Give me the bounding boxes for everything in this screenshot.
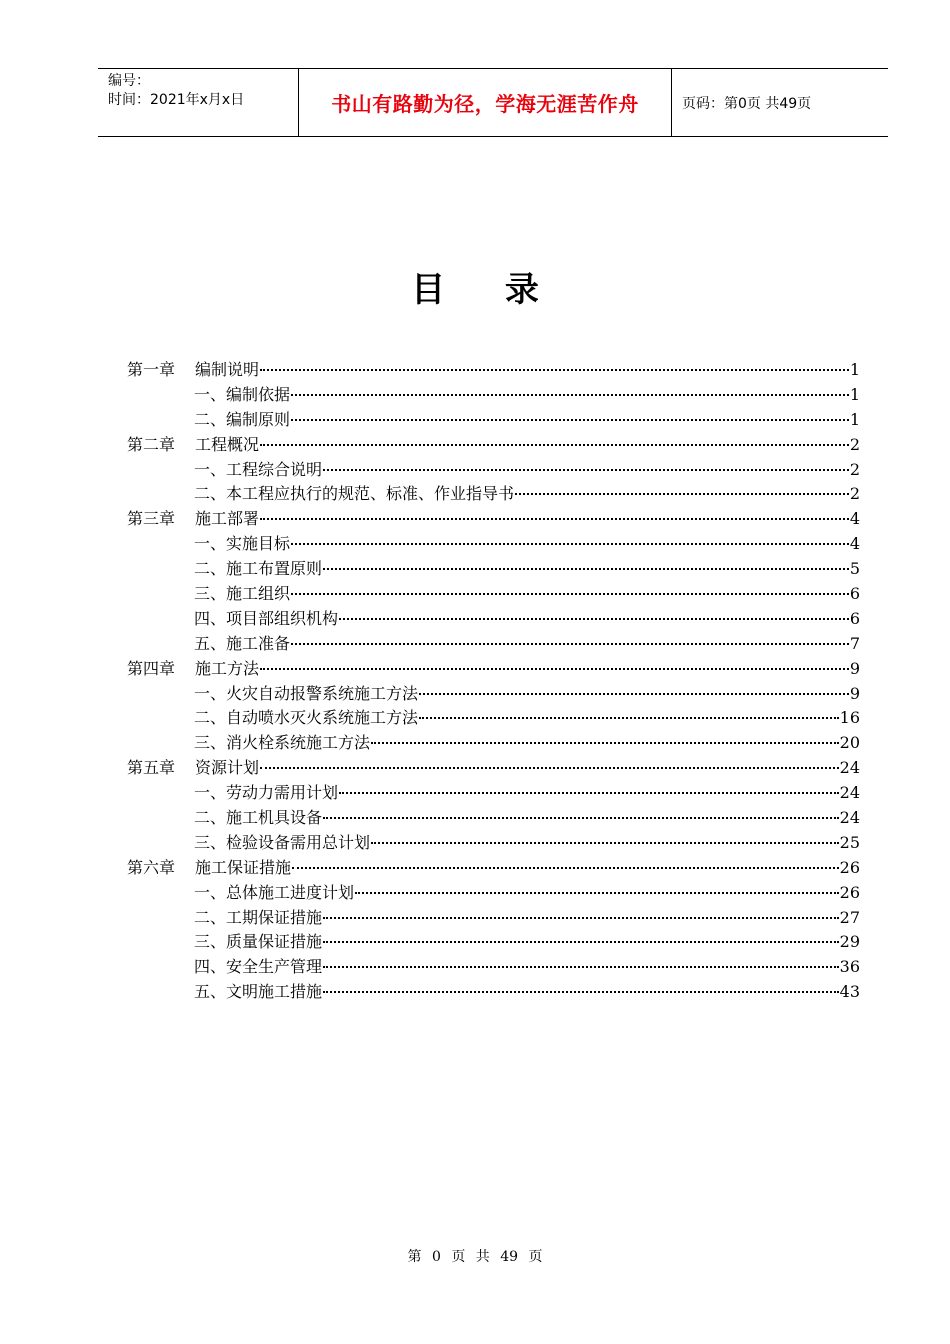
document-number-label: 编号： [108,73,150,89]
toc-entry-text: 四、项目部组织机构 [194,608,339,628]
toc-section-entry[interactable] [127,831,860,856]
toc-page-number: 6 [849,584,860,604]
toc-entry-text: 二、本工程应执行的规范、标准、作业指导书 [194,484,515,504]
toc-dot-leader [260,667,849,670]
toc-chapter-entry[interactable] [127,358,860,383]
toc-dot-leader [291,642,849,645]
toc-page-number: 4 [849,534,860,554]
toc-section-entry[interactable] [127,458,860,483]
toc-entry-text: 施工保证措施 [195,857,292,877]
toc-entry-label [127,657,259,682]
toc-chapter-number: 第五章 [127,758,176,778]
toc-section-entry[interactable] [127,557,860,582]
footer-text: 页 [451,1249,466,1265]
toc-section-entry[interactable] [127,781,860,806]
toc-page-number: 6 [849,608,860,628]
toc-entry-text: 二、编制原则 [194,409,291,429]
toc-dot-leader [291,542,849,545]
toc-section-entry[interactable] [127,806,860,831]
toc-section-entry[interactable] [127,632,860,657]
toc-section-entry[interactable] [127,906,860,931]
header-motto: 书山有路勤为径，学海无涯苦作舟 [331,92,639,116]
toc-entry-label [127,731,370,756]
toc-page-number: 36 [839,957,860,977]
toc-dot-leader [260,517,849,520]
toc-chapter-entry[interactable] [127,507,860,532]
toc-dot-leader [419,692,849,695]
toc-dot-leader [419,716,839,719]
toc-page-number: 43 [839,982,860,1002]
toc-entry-text: 五、文明施工措施 [194,982,323,1002]
toc-entry-text: 四、安全生产管理 [194,957,323,977]
toc-page-number: 4 [849,509,860,529]
toc-entry-label [127,881,354,906]
toc-entry-label [127,980,322,1005]
footer-total-pages: 49 [500,1249,519,1265]
toc-entry-text: 一、劳动力需用计划 [194,783,339,803]
toc-chapter-number: 第三章 [127,509,176,529]
toc-dot-leader [339,617,849,620]
toc-entry-label [127,433,259,458]
page-header [98,68,888,137]
toc-page-number: 24 [839,758,860,778]
toc-entry-label [127,856,291,881]
toc-entry-text: 施工方法 [195,658,260,678]
toc-entry-label [127,632,290,657]
toc-entry-label [127,532,290,557]
toc-entry-label [127,458,322,483]
toc-section-entry[interactable] [127,980,860,1005]
toc-dot-leader [292,866,839,869]
toc-dot-leader [260,443,849,446]
toc-section-entry[interactable] [127,482,860,507]
toc-dot-leader [323,965,839,968]
toc-section-entry[interactable] [127,383,860,408]
toc-section-entry[interactable] [127,682,860,707]
toc-entry-label [127,682,418,707]
toc-page-number: 7 [849,633,860,653]
toc-entry-text: 一、工程综合说明 [194,459,323,479]
toc-entry-text: 三、消火栓系统施工方法 [194,733,371,753]
footer-current-page: 0 [431,1249,441,1265]
page-footer [0,1246,950,1266]
toc-dot-leader [323,468,849,471]
toc-title-char-2: 录 [504,270,539,310]
toc-chapter-entry[interactable] [127,433,860,458]
header-motto-cell [299,69,672,136]
toc-section-entry[interactable] [127,881,860,906]
toc-page-number: 1 [849,384,860,404]
toc-section-entry[interactable] [127,532,860,557]
toc-entry-text: 二、工期保证措施 [194,907,323,927]
toc-entry-text: 资源计划 [195,758,260,778]
toc-section-entry[interactable] [127,930,860,955]
toc-entry-label [127,582,290,607]
toc-dot-leader [323,990,839,993]
toc-dot-leader [323,940,839,943]
toc-entry-label [127,706,418,731]
toc-page-number: 26 [839,882,860,902]
toc-entry-text: 一、编制依据 [194,384,291,404]
toc-entry-text: 二、自动喷水灭火系统施工方法 [194,708,419,728]
toc-chapter-entry[interactable] [127,657,860,682]
toc-page-number: 16 [839,708,860,728]
toc-page-number: 1 [849,360,860,379]
toc-dot-leader [371,841,839,844]
toc-entry-label [127,831,370,856]
toc-page-number: 24 [839,808,860,828]
toc-dot-leader [291,592,849,595]
document-time-label: 时间：2021年x月x日 [108,92,245,108]
toc-entry-text: 五、施工准备 [194,633,291,653]
toc-dot-leader [323,816,839,819]
footer-text: 页 [528,1249,543,1265]
toc-entry-text: 三、检验设备需用总计划 [194,832,371,852]
toc-chapter-number: 第二章 [127,434,176,454]
toc-chapter-entry[interactable] [127,756,860,781]
toc-entry-label [127,358,259,383]
header-left-cell [98,69,299,136]
toc-page-number: 25 [839,832,860,852]
toc-dot-leader [291,418,849,421]
toc-section-entry[interactable] [127,607,860,632]
toc-entry-text: 一、火灾自动报警系统施工方法 [194,683,419,703]
toc-dot-leader [515,492,849,495]
toc-chapter-entry[interactable] [127,856,860,881]
toc-entry-text: 二、施工布置原则 [194,559,323,579]
toc-page-number: 20 [839,733,860,753]
toc-page-number: 2 [849,484,860,504]
toc-dot-leader [355,891,839,894]
toc-section-entry[interactable] [127,582,860,607]
toc-page-number: 9 [849,683,860,703]
toc-dot-leader [371,741,839,744]
toc-entry-text: 三、质量保证措施 [194,932,323,952]
toc-chapter-number: 第六章 [127,857,176,877]
toc-entry-label [127,607,338,632]
toc-entry-text: 一、实施目标 [194,534,291,554]
toc-entry-text: 施工部署 [195,509,260,529]
toc-entry-label [127,507,259,532]
header-page-info-cell [672,69,888,136]
toc-entry-text: 二、施工机具设备 [194,808,323,828]
table-of-contents [127,358,860,1005]
toc-entry-label [127,557,322,582]
toc-section-entry[interactable] [127,408,860,433]
toc-entry-label [127,756,259,781]
toc-title [0,262,950,311]
toc-section-entry[interactable] [127,731,860,756]
toc-section-entry[interactable] [127,955,860,980]
toc-page-number: 27 [839,907,860,927]
toc-entry-label [127,806,322,831]
header-page-info: 页码：第0页 共49页 [682,95,812,112]
toc-page-number: 1 [849,409,860,429]
toc-dot-leader [339,791,839,794]
toc-chapter-number: 第一章 [127,360,176,379]
toc-dot-leader [291,393,849,396]
toc-page-number: 24 [839,783,860,803]
footer-text: 第 [407,1249,422,1265]
toc-section-entry[interactable] [127,706,860,731]
toc-entry-label [127,408,290,433]
toc-entry-text: 三、施工组织 [194,584,291,604]
toc-entry-label [127,781,338,806]
toc-entry-label [127,955,322,980]
toc-page-number: 9 [849,658,860,678]
toc-title-char-1: 目 [411,270,446,310]
toc-entry-text: 一、总体施工进度计划 [194,882,355,902]
toc-entry-label [127,906,322,931]
toc-entry-text: 编制说明 [195,360,260,379]
toc-chapter-number: 第四章 [127,658,176,678]
toc-dot-leader [260,368,849,371]
toc-page-number: 2 [849,434,860,454]
toc-entry-label [127,930,322,955]
toc-dot-leader [323,567,849,570]
toc-entry-text: 工程概况 [195,434,260,454]
toc-page-number: 26 [839,857,860,877]
toc-page-number: 5 [849,559,860,579]
footer-text: 共 [475,1249,490,1265]
toc-page-number: 29 [839,932,860,952]
toc-entry-label [127,383,290,408]
toc-entry-label [127,482,514,507]
toc-dot-leader [260,766,839,769]
toc-page-number: 2 [849,459,860,479]
toc-dot-leader [323,916,839,919]
